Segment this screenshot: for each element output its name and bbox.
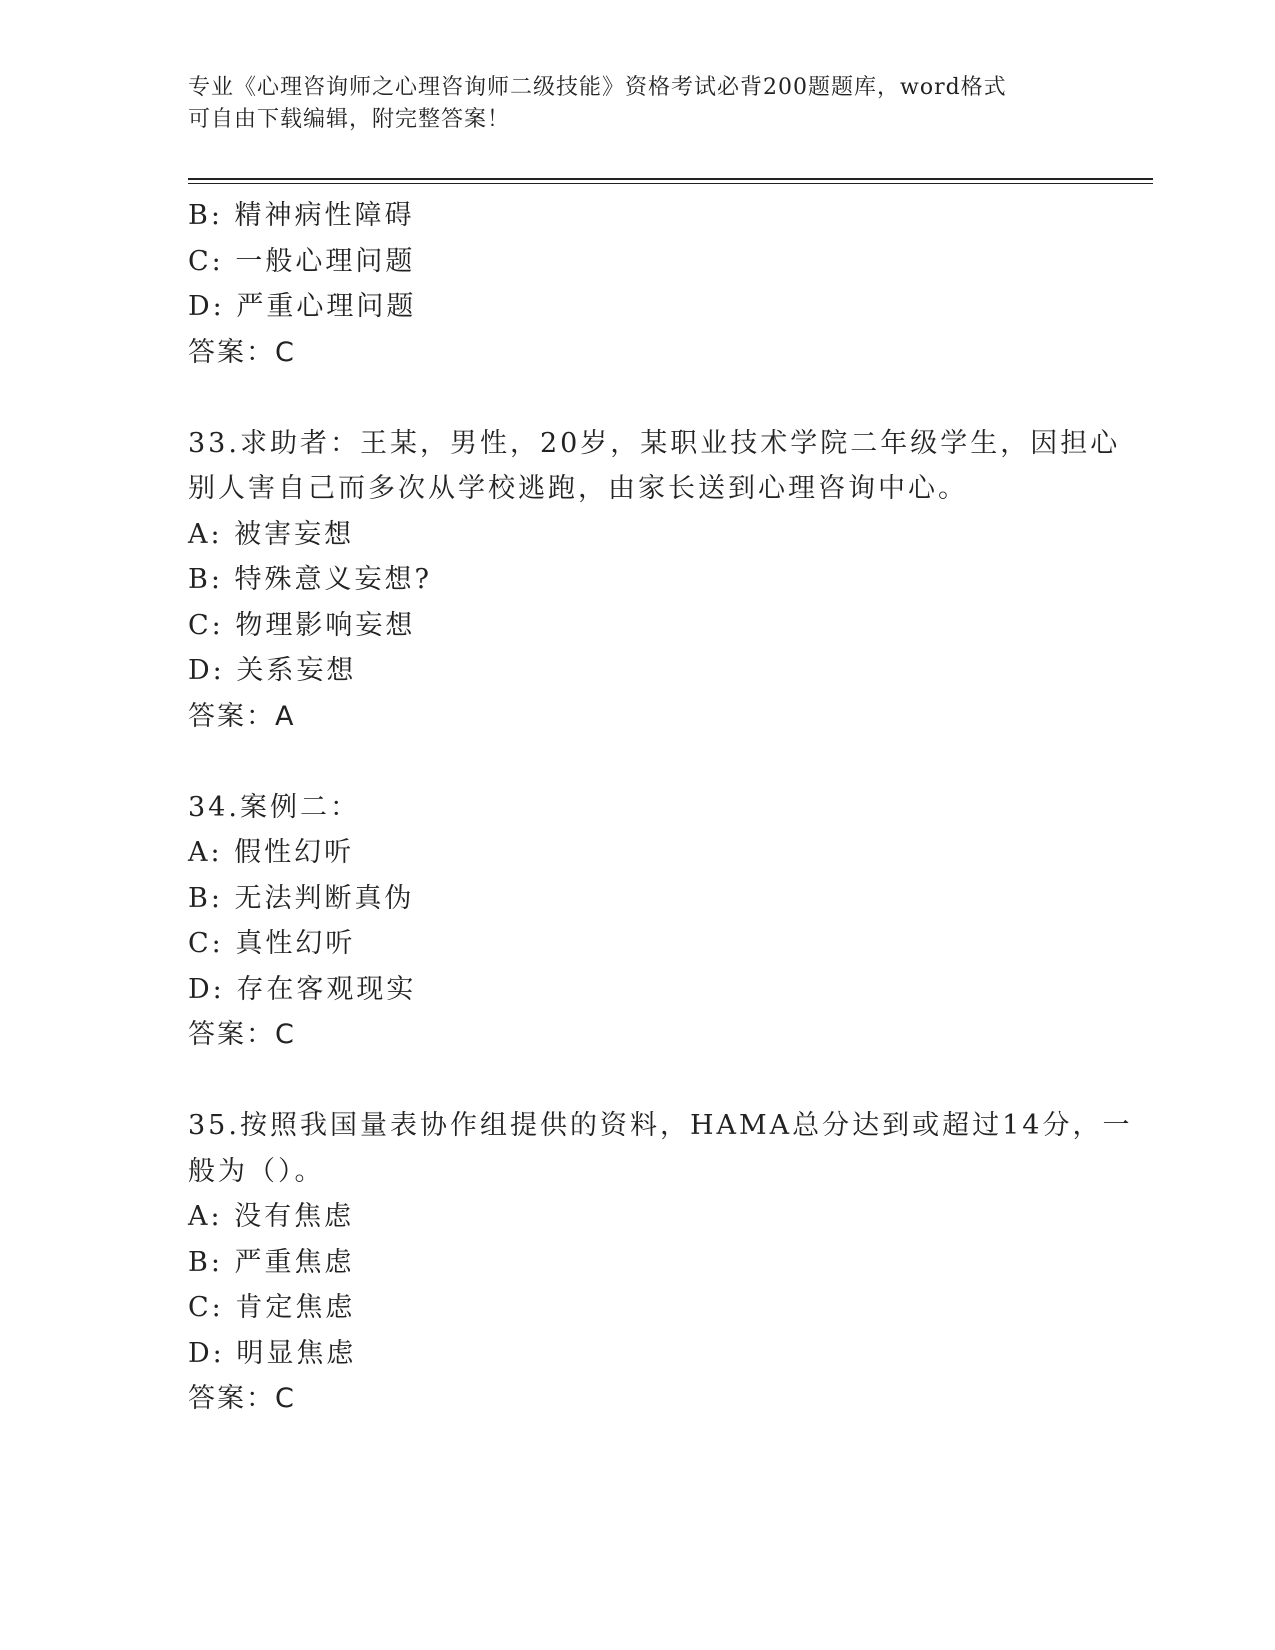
option-d: D: 关系妄想 bbox=[188, 655, 357, 686]
question-34 bbox=[188, 785, 1088, 1058]
option-a: A: 假性幻听 bbox=[188, 837, 355, 868]
page-header bbox=[188, 72, 1068, 136]
header-line-2: 可自由下载编辑，附完整答案！ bbox=[188, 107, 511, 132]
header-line-1: 专业《心理咨询师之心理咨询师二级技能》资格考试必背200题题库，word格式 bbox=[188, 75, 1007, 100]
question-stem: 35.按照我国量表协作组提供的资料，HAMA总分达到或超过14分，一 bbox=[188, 1110, 1133, 1141]
answer-line: 答案：C bbox=[188, 336, 296, 368]
header-divider-thick bbox=[188, 178, 1153, 180]
answer-line: 答案：A bbox=[188, 700, 296, 732]
question-continued bbox=[188, 193, 1088, 375]
answer-line: 答案：C bbox=[188, 1019, 296, 1050]
option-d: D: 存在客观现实 bbox=[188, 973, 417, 1005]
header-divider-thin bbox=[188, 183, 1153, 184]
option-a: A: 没有焦虑 bbox=[188, 1201, 355, 1232]
option-d: D: 严重心理问题 bbox=[188, 291, 417, 322]
question-stem: 般为（）。 bbox=[188, 1155, 325, 1187]
spacer bbox=[188, 375, 1088, 421]
option-c: C: 真性幻听 bbox=[188, 928, 356, 959]
document-body bbox=[188, 193, 1133, 1422]
spacer bbox=[188, 739, 1088, 785]
option-c: C: 一般心理问题 bbox=[188, 245, 416, 277]
question-stem: 34.案例二： bbox=[188, 791, 360, 823]
answer-line: 答案：C bbox=[188, 1383, 296, 1414]
option-c: C: 肯定焦虑 bbox=[188, 1292, 356, 1323]
option-b: B: 无法判断真伪 bbox=[188, 882, 415, 914]
question-stem: 33.求助者：王某，男性，20岁，某职业技术学院二年级学生，因担心 bbox=[188, 427, 1121, 459]
question-35 bbox=[188, 1103, 1133, 1422]
question-stem: 别人害自己而多次从学校逃跑，由家长送到心理咨询中心。 bbox=[188, 473, 968, 504]
spacer bbox=[188, 1058, 1088, 1104]
option-a: A: 被害妄想 bbox=[188, 518, 355, 550]
option-c: C: 物理影响妄想 bbox=[188, 609, 416, 641]
option-b: B: 特殊意义妄想? bbox=[188, 564, 432, 595]
option-d: D: 明显焦虑 bbox=[188, 1337, 357, 1369]
option-b: B: 精神病性障碍 bbox=[188, 200, 415, 231]
option-b: B: 严重焦虑 bbox=[188, 1246, 355, 1278]
question-33 bbox=[188, 421, 1121, 740]
